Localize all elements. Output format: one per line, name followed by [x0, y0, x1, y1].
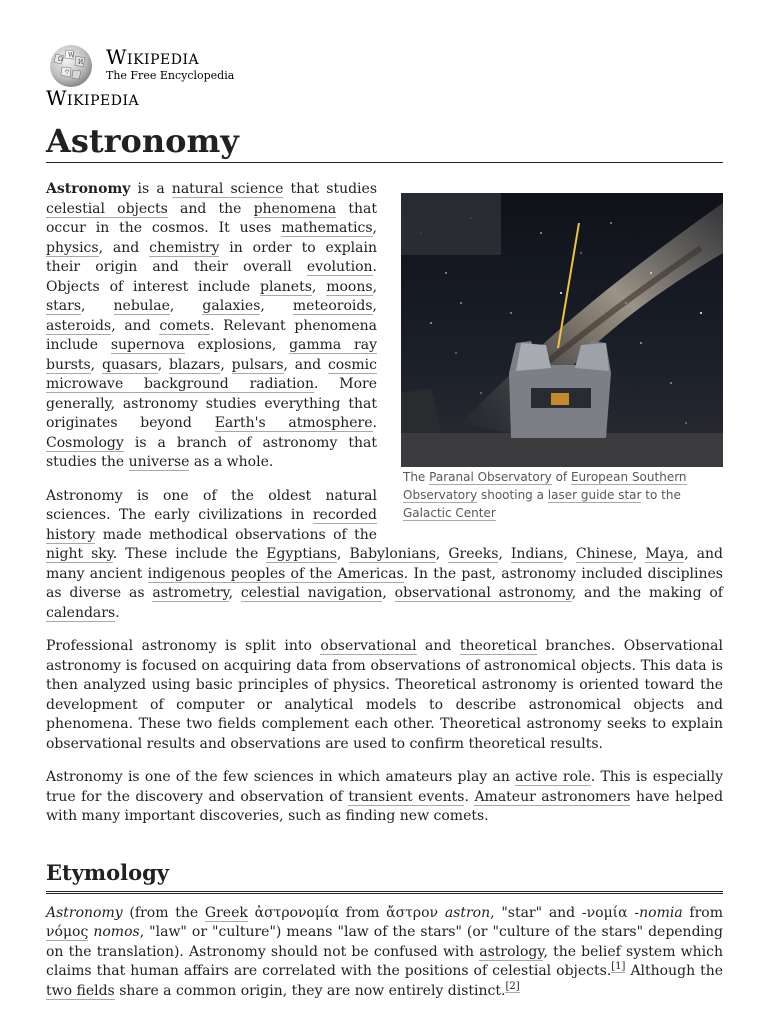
text: . These include the	[112, 546, 267, 562]
link-celestial-objects[interactable]: celestial objects	[46, 200, 168, 217]
text: ,	[169, 298, 203, 314]
text: (from the	[122, 904, 205, 921]
text: .	[464, 788, 475, 805]
caption-text: to the	[641, 488, 681, 502]
link-amateur-astronomers[interactable]: Amateur astronomers	[474, 788, 631, 805]
text: ,	[90, 356, 102, 373]
text: Astronomy is one of the few sciences in which amateurs play an	[46, 769, 516, 785]
caption-text: of	[551, 470, 571, 484]
term-italic: astron	[444, 904, 491, 921]
wikipedia-wordmark[interactable]: Wikipedia	[106, 45, 200, 69]
link-chemistry[interactable]: chemistry	[149, 239, 220, 256]
link-babylonians[interactable]: Babylonians	[349, 546, 436, 562]
caption-text: shooting a	[477, 488, 548, 502]
link-supernova[interactable]: supernova	[110, 337, 185, 353]
text: , "law" or "culture") means "law of the stars" (or "culture of the stars" depending on the translation). Astronomy should not be confused with	[46, 924, 723, 960]
text: have helped with many important discoveries, such as finding new comets.	[46, 788, 724, 824]
greek-word: ἀστρονομία	[254, 904, 340, 921]
term-italic: nomia	[639, 904, 683, 921]
link-egyptians[interactable]: Egyptians	[266, 546, 337, 562]
text: , and	[111, 317, 160, 334]
link-greek[interactable]: Greek	[204, 904, 248, 921]
svg-text:И: И	[78, 59, 84, 66]
link-maya[interactable]: Maya	[645, 546, 685, 562]
link-gamma-ray-bursts[interactable]: gamma ray bursts	[46, 337, 377, 373]
text: , and	[98, 239, 150, 256]
text: ,	[563, 546, 576, 562]
link-phenomena[interactable]: phenomena	[253, 200, 337, 217]
text: ,	[435, 546, 449, 562]
link-moons[interactable]: moons	[326, 278, 373, 295]
link-mathematics[interactable]: mathematics	[281, 220, 373, 236]
text: ,	[228, 585, 241, 601]
link-cosmology[interactable]: Cosmology	[46, 434, 124, 451]
link-active-role[interactable]: active role	[515, 769, 591, 785]
link-galactic-center[interactable]: Galactic Center	[403, 506, 496, 520]
wikipedia-globe-logo[interactable]	[46, 44, 96, 88]
text: Professional astronomy is split into	[46, 638, 321, 654]
text: and	[416, 638, 460, 654]
text: , and	[283, 356, 328, 373]
text	[438, 905, 445, 921]
link-quasars[interactable]: quasars	[101, 356, 158, 373]
link-nomos[interactable]: νόμος	[46, 924, 89, 940]
text: is a	[130, 181, 172, 197]
wikipedia-wordmark-secondary[interactable]: Wikipedia	[46, 86, 140, 110]
link-transient-events[interactable]: transient events	[348, 788, 465, 805]
text: ,	[382, 585, 395, 601]
paragraph-etymology	[46, 904, 723, 1002]
link-indigenous-peoples-americas[interactable]: indigenous peoples of the Americas	[147, 565, 404, 582]
link-meteoroids[interactable]: meteoroids	[292, 298, 373, 314]
svg-text:ウ: ウ	[64, 69, 71, 76]
text: ,	[260, 298, 293, 314]
link-asteroids[interactable]: asteroids	[46, 317, 112, 334]
link-nebulae[interactable]: nebulae	[113, 298, 170, 314]
link-galaxies[interactable]: galaxies	[202, 298, 261, 314]
greek-word: ἄστρον	[386, 904, 439, 921]
link-earths-atmosphere[interactable]: Earth's atmosphere	[214, 415, 373, 431]
link-observational-astronomy[interactable]: observational astronomy	[394, 585, 572, 601]
text: branches. Observational astronomy is focused on acquiring data from observations of astronomical objects. This data is then analyzed using basic principles of physics. Theoretical astronomy is oriented toward the development of computer or analytical models to describe astronomical objects and phenomena. These two fields complement each other. Theoretical astronomy seeks to explain observational results and observations are used to confirm theoretical results.	[46, 638, 723, 752]
page-title: Astronomy	[46, 120, 723, 163]
text: ,	[157, 356, 169, 373]
figure-caption	[401, 467, 723, 523]
link-observational[interactable]: observational	[320, 638, 417, 654]
link-stars[interactable]: stars	[46, 298, 82, 314]
text: ,	[372, 298, 377, 314]
text: share a common origin, they are now entirely distinct.	[114, 982, 506, 999]
text: ,	[81, 298, 114, 314]
text: ,	[372, 278, 378, 295]
text: that occur in the cosmos. It uses	[46, 200, 377, 236]
text: from	[682, 904, 724, 921]
text: , and many ancient	[46, 546, 724, 582]
link-planets[interactable]: planets	[260, 278, 312, 295]
text: -	[627, 904, 640, 921]
wikipedia-tagline: The Free Encyclopedia	[106, 69, 235, 82]
link-cosmic-microwave-background[interactable]: cosmic microwave background radiation	[46, 356, 377, 392]
svg-text:W: W	[68, 52, 75, 59]
link-natural-science[interactable]: natural science	[171, 181, 284, 197]
link-theoretical[interactable]: theoretical	[459, 638, 537, 654]
reference-1[interactable]: [1]	[611, 961, 626, 973]
link-astrology[interactable]: astrology	[479, 943, 544, 960]
link-calendars[interactable]: calendars	[46, 604, 116, 621]
caption-text: The	[403, 470, 430, 484]
figure-paranal	[401, 193, 723, 523]
text: . More generally, astronomy studies everything that originates beyond	[46, 376, 377, 431]
text: Although the	[625, 963, 724, 979]
text: ,	[220, 356, 232, 373]
link-laser-guide-star[interactable]: laser guide star	[547, 488, 642, 502]
text: . Objects of interest include	[46, 259, 377, 295]
link-chinese[interactable]: Chinese	[575, 546, 633, 562]
link-greeks[interactable]: Greeks	[448, 546, 499, 562]
link-blazars[interactable]: blazars	[168, 356, 221, 373]
text: , the belief system which claims that human affairs are correlated with the positions of celestial objects.	[46, 943, 723, 979]
text: as a whole.	[189, 454, 274, 470]
link-pulsars[interactable]: pulsars	[231, 356, 284, 373]
site-header	[46, 42, 346, 90]
section-heading-etymology: Etymology	[46, 859, 723, 894]
reference-2[interactable]: [2]	[505, 980, 520, 992]
text	[248, 905, 255, 921]
paragraph-amateurs	[46, 768, 723, 827]
svg-text:Ω: Ω	[58, 56, 63, 63]
text: .	[372, 415, 377, 431]
link-recorded-history[interactable]: recorded history	[46, 507, 377, 543]
term-bold: Astronomy	[46, 181, 131, 197]
link-two-fields[interactable]: two fields	[46, 982, 115, 999]
link-european-southern-observatory[interactable]: European Southern Observatory	[403, 470, 687, 502]
link-universe[interactable]: universe	[128, 454, 190, 470]
greek-word: νομία	[586, 904, 628, 921]
text: from	[339, 904, 387, 921]
term-italic: Astronomy	[46, 904, 123, 921]
paranal-observatory-photo[interactable]	[401, 193, 723, 467]
link-physics[interactable]: physics	[46, 239, 99, 256]
text: is a branch of astronomy that studies the	[46, 434, 377, 470]
text: ,	[632, 546, 646, 562]
text: .	[115, 604, 120, 621]
text: . In the past, astronomy included disciplines as diverse as	[46, 565, 723, 601]
text: . Relevant phenomena include	[46, 317, 377, 353]
text: explosions,	[184, 337, 290, 353]
term-italic: nomos	[93, 924, 140, 940]
article-body	[46, 180, 723, 1015]
text: ,	[311, 278, 327, 295]
link-celestial-navigation[interactable]: celestial navigation	[240, 585, 383, 601]
link-comets[interactable]: comets	[159, 317, 211, 334]
text: and the	[167, 200, 254, 217]
link-indians[interactable]: Indians	[510, 546, 564, 562]
text: . This is especially true for the discovery and observation of	[46, 769, 723, 805]
text: , and the making of	[571, 585, 723, 601]
text: ,	[372, 220, 377, 236]
link-paranal-observatory[interactable]: Paranal Observatory	[429, 470, 552, 484]
text: in order to explain their origin and their overall	[46, 239, 377, 275]
link-night-sky[interactable]: night sky	[46, 546, 113, 562]
text: ,	[337, 546, 350, 562]
link-astrometry[interactable]: astrometry	[152, 585, 229, 601]
text: made methodical observations of the	[95, 526, 377, 543]
text: that studies	[283, 181, 378, 197]
text: Astronomy is one of the oldest natural sciences. The early civilizations in	[46, 487, 377, 523]
text: ,	[498, 546, 511, 562]
link-evolution[interactable]: evolution	[306, 259, 373, 275]
text: , "star" and -	[490, 904, 587, 921]
paragraph-professional	[46, 637, 723, 754]
